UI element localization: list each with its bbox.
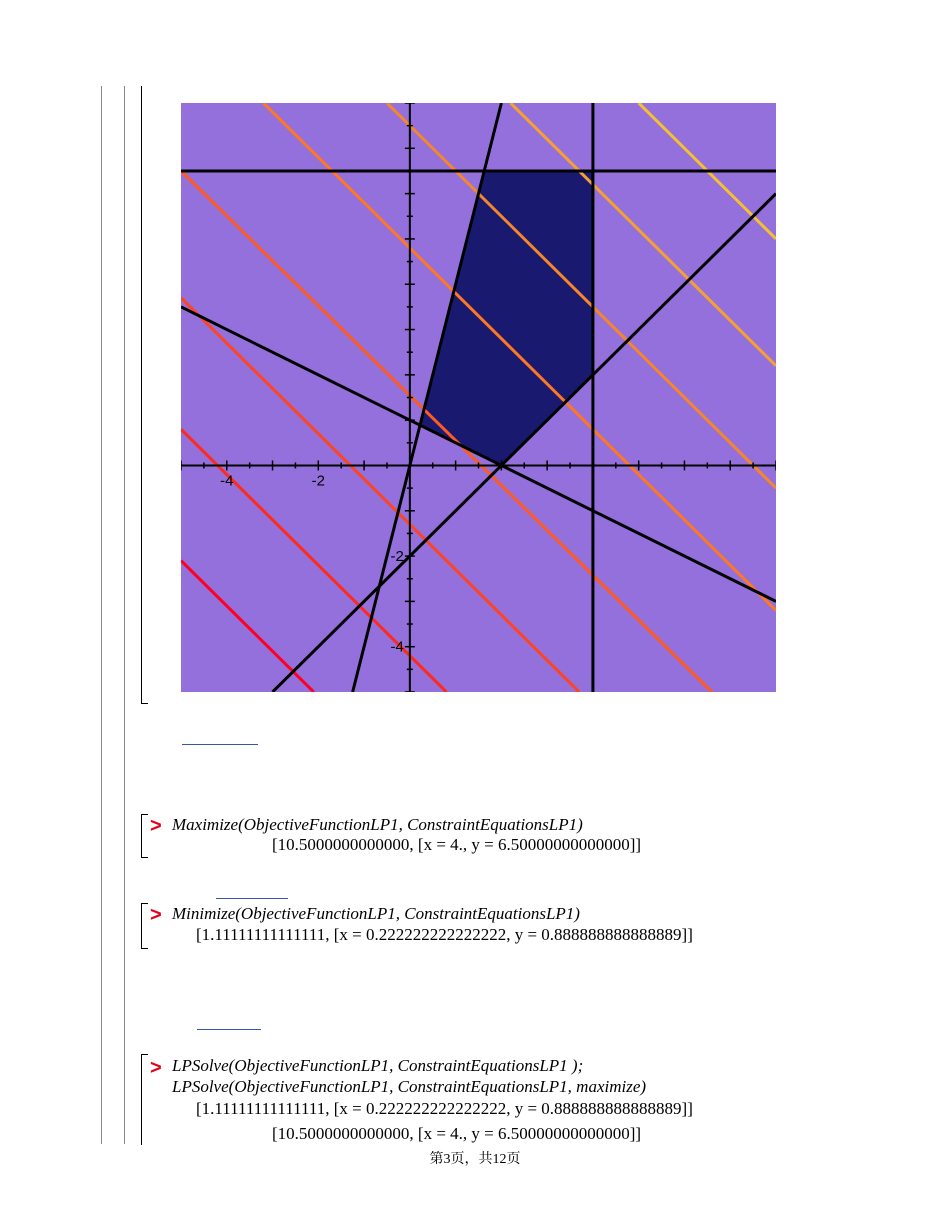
separator-rule-2 [216, 898, 288, 899]
separator-rule-1 [182, 744, 258, 745]
cmd2-prompt-icon: > [150, 904, 162, 926]
cmd1-bracket [141, 814, 148, 858]
cmd2-output: [1.11111111111111, [x = 0.222222222222222, y = 0.888888888888889]] [196, 925, 693, 944]
x-tick-label: -2 [311, 472, 325, 490]
cmd3-output-1: [1.11111111111111, [x = 0.222222222222222, y = 0.888888888888889]] [196, 1099, 693, 1118]
cmd1-output: [10.5000000000000, [x = 4., y = 6.50000000000000]] [272, 835, 642, 854]
plot-bracket [141, 86, 148, 704]
margin-rule-outer [101, 86, 102, 1144]
y-tick-label: -4 [390, 638, 404, 656]
cmd3-input-line1[interactable]: LPSolve(ObjectiveFunctionLP1, ConstraintEquationsLP1 ); [172, 1056, 584, 1075]
page-footer: 第3页，共12页 [429, 1152, 521, 1167]
cmd3-prompt-icon: > [150, 1057, 162, 1079]
cmd3-bracket [141, 1054, 148, 1145]
y-tick-label: -2 [390, 548, 404, 566]
cmd2-input[interactable]: Minimize(ObjectiveFunctionLP1, ConstraintEquationsLP1) [172, 904, 580, 923]
cmd2-bracket [141, 903, 148, 949]
cmd3-input-line2[interactable]: LPSolve(ObjectiveFunctionLP1, ConstraintEquationsLP1, maximize) [172, 1077, 647, 1096]
cmd3-output-2: [10.5000000000000, [x = 4., y = 6.50000000000000]] [272, 1124, 642, 1143]
margin-rule-inner [124, 86, 125, 1144]
cmd1-input[interactable]: Maximize(ObjectiveFunctionLP1, ConstraintEquationsLP1) [172, 815, 583, 834]
lp-feasible-region-plot [181, 103, 776, 692]
separator-rule-3 [197, 1029, 261, 1030]
cmd1-prompt-icon: > [150, 815, 162, 837]
x-tick-label: -4 [220, 472, 234, 490]
